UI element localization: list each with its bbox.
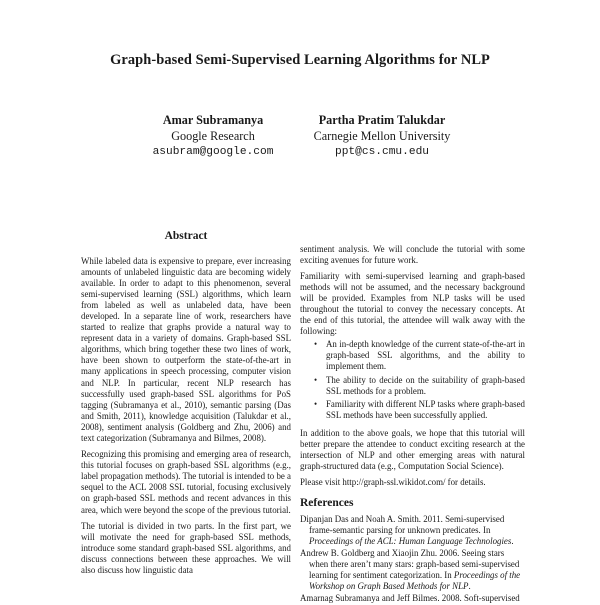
author-email: ppt@cs.cmu.edu bbox=[335, 146, 429, 158]
list-item bbox=[314, 398, 525, 421]
abstract-paragraph: The tutorial is divided in two parts. In the first part, we will motivate the need for graph-based SSL methods, introduce some standard graph-based SSL algorithms, and discuss connections between these approaches. We will also discuss how linguistic data bbox=[81, 521, 291, 576]
author-affiliation: Carnegie Mellon University bbox=[313, 129, 451, 143]
abstract-paragraph: While labeled data is expensive to prepare, ever increasing amounts of unlabeled linguistic data are becoming widely available. In order to adapt to this phenomenon, several semi-supervised learning (SSL) algorithms, which learn from labeled as well as unlabeled data, have been developed. In a separate line of work, researchers have started to realize that graphs provide a natural way to represent data in a variety of domains. Graph-based SSL algorithms, which bring together these two lines of work, have been shown to outperform the state-of-the-art in many applications in speech processing, computer vision and NLP. In particular, recent NLP research has successfully used graph-based SSL algorithms for PoS tagging (Subramanya et al., 2010), semantic parsing (Das and Smith, 2011), knowledge acquisition (Talukdar et al., 2008), sentiment analysis (Goldberg and Zhu, 2006) and text categorization (Subramanya and Bilmes, 2008). bbox=[81, 256, 291, 443]
abstract-body bbox=[81, 256, 291, 582]
abstract-heading: Abstract bbox=[164, 230, 208, 242]
body-paragraph: sentiment analysis. We will conclude the tutorial with some exciting avenues for future work. bbox=[300, 244, 525, 266]
goals-list bbox=[300, 339, 525, 420]
author-name: Amar Subramanya bbox=[162, 113, 264, 127]
bullet-icon: • bbox=[314, 339, 318, 350]
list-item-text: Familiarity with different NLP tasks where graph-based SSL methods have been successfully applied. bbox=[326, 398, 525, 420]
list-item-text: The ability to decide on the suitability of graph-based SSL methods for a problem. bbox=[326, 374, 525, 396]
paper-title: Graph-based Semi-Supervised Learning Algorithms for NLP bbox=[110, 52, 490, 68]
bullet-icon: • bbox=[314, 398, 318, 409]
list-item bbox=[314, 339, 525, 372]
reference-item: Amarnag Subramanya and Jeff Bilmes. 2008. Soft-supervised bbox=[300, 593, 520, 604]
author-affiliation: Google Research bbox=[171, 129, 255, 143]
author-email: asubram@google.com bbox=[152, 146, 274, 158]
body-paragraph: Familiarity with semi-supervised learning and graph-based methods will not be assumed, and the necessary background will be provided. Examples from NLP tasks will be used throughout the tutorial to convey the necessary concepts. At the end of this tutorial, the attendee will walk away with the following: bbox=[300, 271, 525, 337]
reference-item: Dipanjan Das and Noah A. Smith. 2011. Semi-supervised frame-semantic parsing for unknown predicates. In Proceedings of the ACL: Human Language Technologies. bbox=[300, 513, 514, 547]
abstract-paragraph: Recognizing this promising and emerging area of research, this tutorial focuses on graph-based SSL algorithms (e.g., label propagation methods). The tutorial is intended to be a sequel to the ACL 2008 SSL tutorial, focusing exclusively on graph-based SSL methods and recent advances in this area, which were beyond the scope of the previous tutorial. bbox=[81, 449, 291, 515]
bullet-icon: • bbox=[314, 374, 318, 385]
url-paragraph: Please visit http://graph-ssl.wikidot.com/ for details. bbox=[300, 476, 486, 487]
reference-item: Andrew B. Goldberg and Xiaojin Zhu. 2006. Seeing stars when there aren’t many stars: graph-based semi-supervised learning for sentiment categorization. In Proceedings of the Workshop on Graph Based Methods for NLP. bbox=[300, 548, 521, 592]
list-item-text: An in-depth knowledge of the current state-of-the-art in graph-based SSL algorithms, and the ability to implement them. bbox=[326, 339, 525, 372]
author-block-2 bbox=[267, 112, 497, 160]
body-paragraph: In addition to the above goals, we hope that this tutorial will better prepare the attendee to conduct exciting research at the intersection of NLP and other emerging areas with natural graph-structured data (e.g., Computation Social Science). bbox=[300, 427, 525, 471]
right-column bbox=[300, 244, 525, 605]
author-name: Partha Pratim Talukdar bbox=[318, 113, 446, 127]
list-item bbox=[314, 374, 525, 397]
references-heading: References bbox=[300, 496, 354, 509]
